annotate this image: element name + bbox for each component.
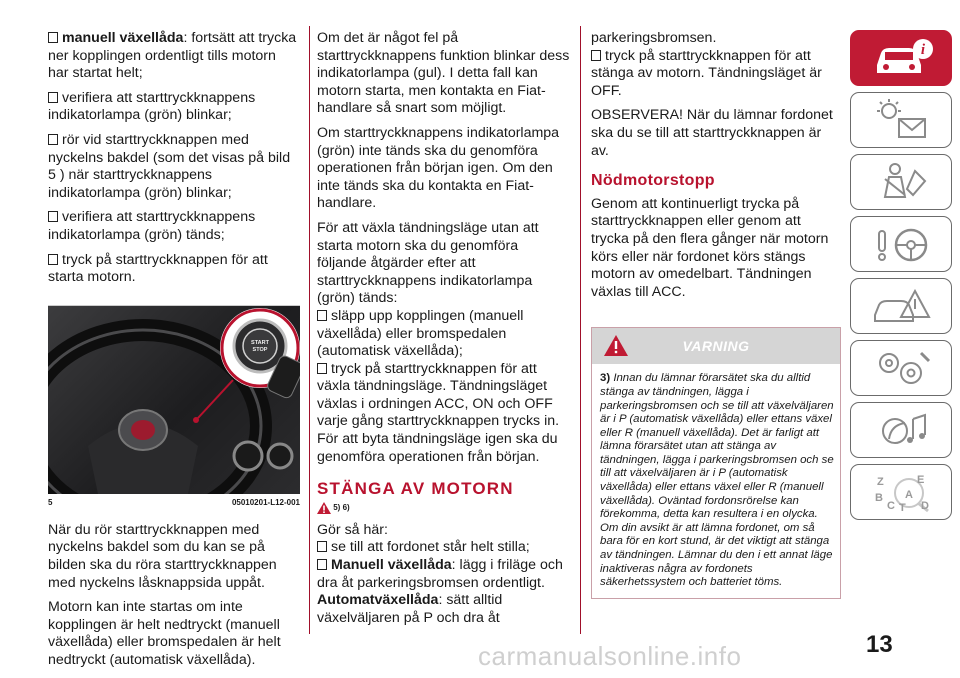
warning-lights-icon: [871, 99, 935, 141]
paragraph: Genom att kontinuerligt trycka på starttryckknappen eller genom att trycka på den flera gånger när motorn körs eller när fordonet körs stängs motorn av omedelbart. Tändningen växlas till ACC.: [591, 195, 829, 300]
tab-index[interactable]: [850, 464, 952, 520]
tab-multimedia[interactable]: [850, 402, 952, 458]
bullet-item: verifiera att starttryckknappens indikatorlampa (grön) blinkar;: [48, 90, 300, 125]
chapter-tabs: [850, 30, 956, 526]
bullet-text: : fortsätt att trycka ner kopplingen ordentligt tills motorn har startat helt;: [48, 30, 297, 82]
paragraph: Motorn kan inte startas om inte kopplingen är helt nedtryckt (manuell växellåda) eller bromspedalen är helt nedtryckt (automatisk växellåda).: [48, 599, 281, 668]
tab-car-info[interactable]: [850, 30, 952, 86]
warning-number: 3): [600, 372, 611, 385]
bullet-manual-gearbox: [48, 30, 300, 83]
index-letter: C: [887, 500, 895, 512]
page-number: 13: [866, 631, 893, 658]
warning-header: [592, 328, 840, 364]
figure-code: 05010201-L12-001: [231, 497, 300, 507]
paragraph: Om starttryckknappens indikatorlampa (grön) inte tänds ska du genomföra operationen från början igen. Om den inte tänds ska du kontakta en Fiat-handlare.: [317, 124, 560, 212]
warning-ref-numbers: 5) 6): [333, 502, 350, 512]
bullet-item: släpp upp kopplingen (manuell växellåda) eller bromspedalen (automatisk växellåda);: [317, 308, 571, 361]
index-letter: B: [875, 492, 883, 504]
bullet-item: rör vid starttryckknappen med nyckelns bakdel (som det visas på bild 5 ) när starttryckknappens indikatorlampa (grön) blinkar;: [48, 132, 300, 202]
column-divider-2: [580, 26, 581, 634]
warning-body: [592, 364, 840, 598]
column-3: [591, 30, 841, 599]
bullet-item: verifiera att starttryckknappens indikatorlampa (grön) tänds;: [48, 209, 300, 244]
breakdown-icon: [871, 285, 935, 327]
svg-text:i: i: [920, 42, 926, 58]
svg-text:START: START: [251, 339, 269, 346]
term-manual-gearbox: Manuell växellåda: [331, 557, 452, 574]
paragraph: När du rör starttryckknappen med nyckelns bakdel som du kan se på bilden ska du röra starttryckknappen med nyckelns låsknappsida uppåt.: [48, 521, 277, 591]
warning-text: Innan du lämnar förarsätet ska du alltid stänga av tändningen, lägga i parkeringsbromsen och se till att växelväljaren är i P (automatisk växellåda) eller ettans växel eller R (manuell växellåda). Det är farligt att lämna förarsätet utan att stänga av tändningen, lägga i parkeringsbromsen och se till att växelväljaren är i P (automatisk växellåda) eller ettans växel eller R (manuell växellåda). Oväntad fordonsrörelse kan förekomma, detta kan resultera i en olycka. Om din avsikt är att lämna fordonet, om så bara för en kort stund, är det viktigt att stänga av tändningen. Lämnar du den i ett annat läge inaktiveras några av fordonets säkerhetssystem och batteriet töms.: [600, 372, 834, 589]
steering-wheel-icon: [871, 223, 935, 265]
warning-refs: [317, 502, 571, 514]
column-divider-1: [309, 26, 310, 634]
index-letter: E: [917, 474, 925, 486]
paragraph: Gör så här:: [317, 521, 388, 538]
column-1: [48, 30, 300, 676]
section-heading: STÄNGA AV MOTORN: [317, 479, 514, 499]
seat-safety-icon: [871, 161, 935, 203]
paragraph: parkeringsbromsen.: [591, 30, 717, 46]
bullet-manual-gearbox: [317, 557, 571, 592]
index-letter: Z: [877, 476, 884, 488]
paragraph: Om det är något fel på starttryckknappens funktion blinkar dess indikatorlampa (gul). I detta fall kan motorn starta, men kontakta en Fiat-handlare så snart som möjligt.: [317, 30, 570, 117]
watermark: carmanualsonline.info: [478, 641, 742, 671]
steering-wheel-photo-illustration: [48, 306, 300, 494]
bullet-item: tryck på starttryckknappen för att starta motorn.: [48, 252, 300, 287]
bullet-text: : lägg i friläge och dra åt parkeringsbromsen ordentligt.: [317, 557, 563, 591]
figure-number: 5: [48, 497, 53, 507]
index-icon: [871, 471, 935, 513]
bullet-item: se till att fordonet står helt stilla;: [317, 539, 571, 557]
paragraph: För att växla tändningsläge utan att starta motorn ska du genomföra följande åtgärder efter att starttryckknappens indikatorlampa (grön) tänds:: [317, 219, 539, 307]
column-2: [317, 30, 571, 634]
maintenance-icon: [871, 347, 935, 389]
bullet-item: tryck på starttryckknappen för att stänga av motorn. Tändningsläget är OFF.: [591, 48, 841, 101]
warning-box: [591, 327, 841, 599]
tab-driving[interactable]: [850, 216, 952, 272]
tab-seat-safety[interactable]: [850, 154, 952, 210]
subheading-emergency-stop: Nödmotorstopp: [591, 172, 715, 190]
term-automatic-gearbox: Automatväxellåda: [317, 592, 439, 609]
paragraph-text: : sätt alltid växelväljaren på P och dra åt: [317, 592, 503, 626]
car-info-icon: [871, 37, 935, 79]
index-letter: A: [905, 489, 913, 501]
bullet-item: tryck på starttryckknappen för att växla tändningsläge. Tändningsläget växlas i ordningen ACC, ON och OFF varje gång starttryckknappen trycks in. För att byta tändningsläge igen ska du genomföra operationen från början.: [317, 361, 571, 467]
tab-maintenance[interactable]: [850, 340, 952, 396]
paragraph-automatic: [317, 592, 571, 627]
warning-title: VARNING: [682, 338, 750, 355]
multimedia-icon: [871, 409, 935, 451]
figure-caption: [48, 498, 300, 508]
term-manual-gearbox: manuell växellåda: [62, 30, 184, 46]
tab-breakdown[interactable]: [850, 278, 952, 334]
paragraph: OBSERVERA! När du lämnar fordonet ska du se till att starttryckknappen är av.: [591, 107, 833, 159]
figure-start-button-photo: [48, 305, 300, 494]
index-letter: T: [899, 502, 906, 513]
tab-warning-lights[interactable]: [850, 92, 952, 148]
svg-text:STOP: STOP: [252, 346, 268, 353]
index-letter: D: [921, 500, 929, 512]
warning-triangle-icon: [317, 502, 331, 514]
